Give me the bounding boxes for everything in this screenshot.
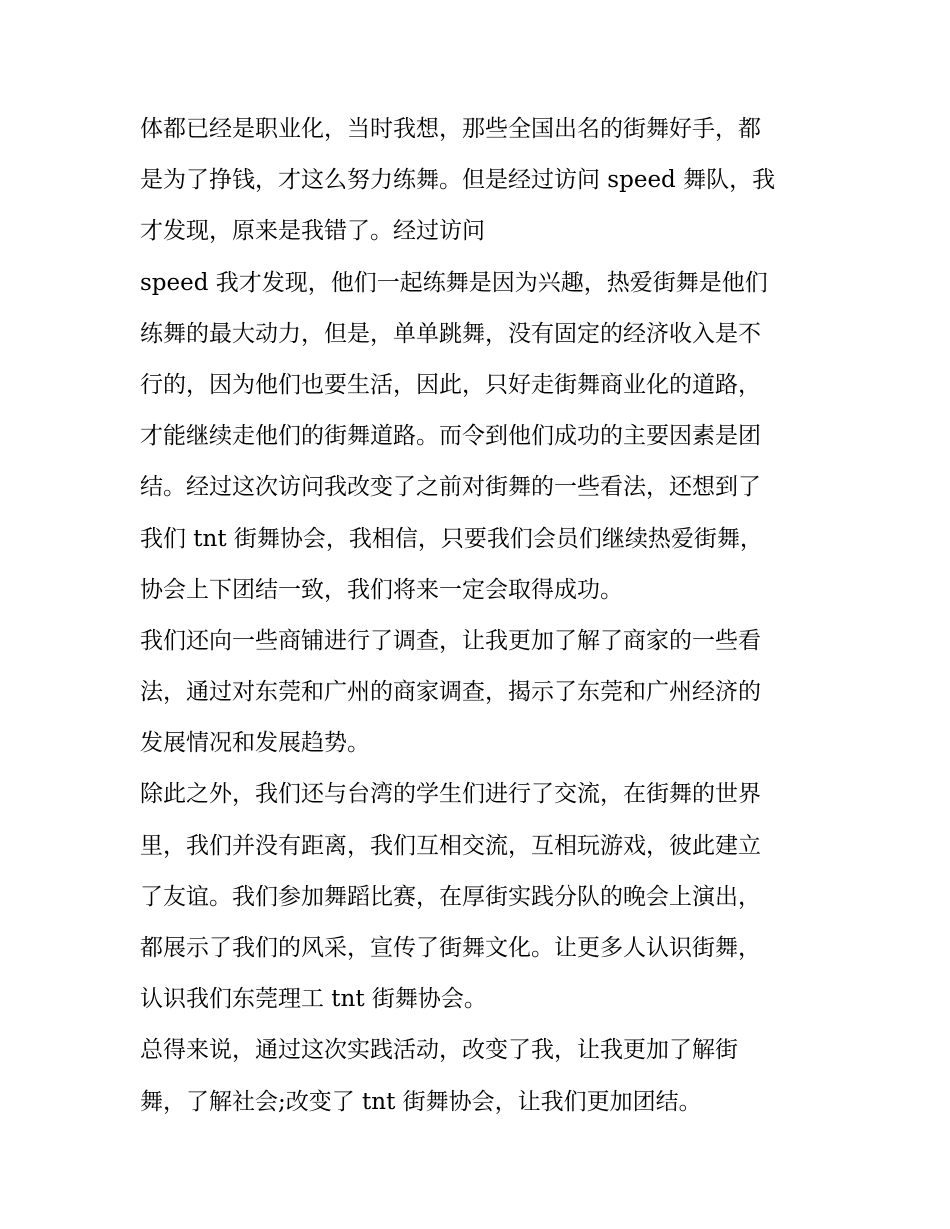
paragraph <box>140 1025 816 1127</box>
paragraph <box>140 616 816 770</box>
text-line: 舞，了解社会;改变了 tnt 街舞协会，让我们更加团结。 <box>140 1088 702 1115</box>
text-line: 总得来说，通过这次实践活动，改变了我，让我更加了解街 <box>140 1037 738 1064</box>
text-line: 法，通过对东莞和广州的商家调查，揭示了东莞和广州经济的 <box>140 679 761 706</box>
paragraph <box>140 104 816 258</box>
text-line: 我们还向一些商铺进行了调查，让我更加了解了商家的一些看 <box>140 627 761 654</box>
text-line: 我们 tnt 街舞协会，我相信，只要我们会员们继续热爱街舞， <box>140 525 763 552</box>
text-line: 都展示了我们的风采，宣传了街舞文化。让更多人认识街舞， <box>140 935 761 961</box>
text-line: 体都已经是职业化，当时我想，那些全国出名的街舞好手，都 <box>140 116 761 142</box>
text-line: speed 我才发现，他们一起练舞是因为兴趣，热爱街舞是他们 <box>140 269 768 296</box>
text-line: 里，我们并没有距离，我们互相交流，互相玩游戏，彼此建立 <box>140 832 761 859</box>
text-line: 认识我们东莞理工 tnt 街舞协会。 <box>140 986 487 1013</box>
text-line: 才发现，原来是我错了。经过访问 <box>140 218 485 245</box>
paragraph <box>140 258 816 616</box>
text-line: 了友谊。我们参加舞蹈比赛，在厚街实践分队的晚会上演出， <box>140 883 761 910</box>
text-line: 结。经过这次访问我改变了之前对街舞的一些看法，还想到了 <box>140 474 761 501</box>
text-line: 行的，因为他们也要生活，因此，只好走街舞商业化的道路， <box>140 371 761 398</box>
text-line: 练舞的最大动力，但是，单单跳舞，没有固定的经济收入是不 <box>140 320 761 347</box>
text-line: 发展情况和发展趋势。 <box>140 730 370 757</box>
text-line: 才能继续走他们的街舞道路。而令到他们成功的主要因素是团 <box>140 423 761 450</box>
text-line: 协会上下团结一致，我们将来一定会取得成功。 <box>140 576 623 603</box>
document-body <box>140 104 816 1128</box>
text-line: 是为了挣钱，才这么努力练舞。但是经过访问 speed 舞队，我 <box>140 167 776 194</box>
paragraph <box>140 769 816 1025</box>
text-line: 除此之外，我们还与台湾的学生们进行了交流，在街舞的世界 <box>140 781 761 808</box>
